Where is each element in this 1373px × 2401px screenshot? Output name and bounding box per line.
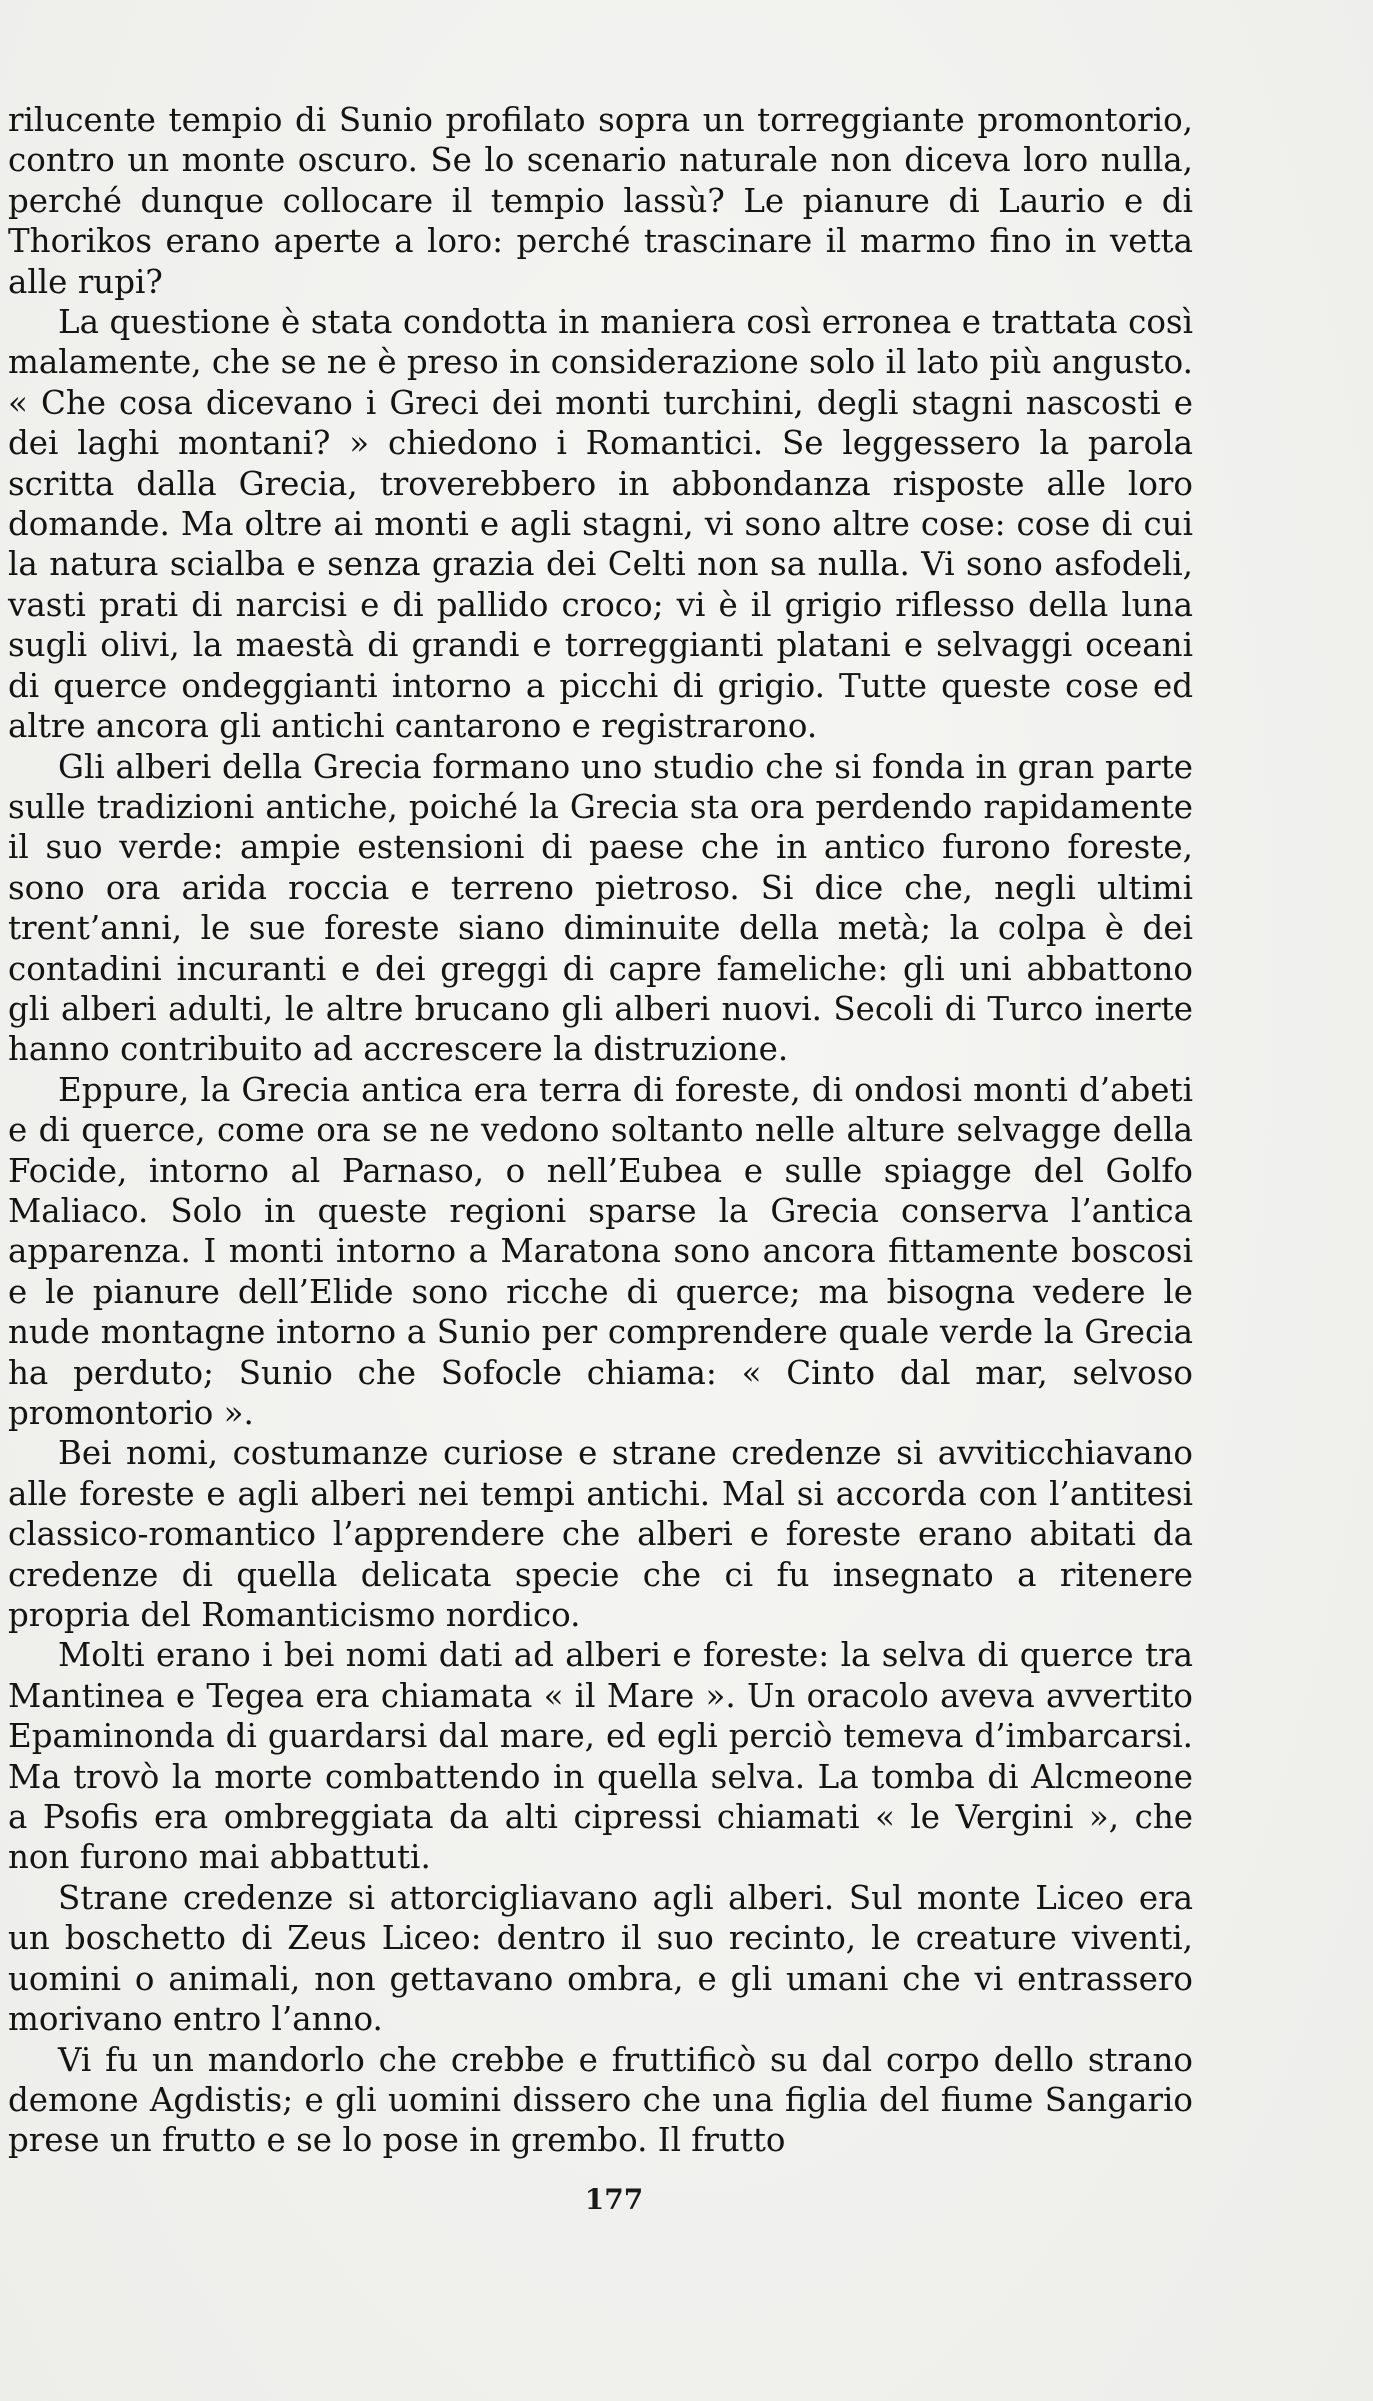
body-text [8,100,1193,2161]
paragraph-3: Gli alberi della Grecia formano uno studio che si fonda in gran parte sulle tradizioni antiche, poiché la Grecia sta ora perdendo rapidamente il suo verde: ampie estensioni di paese che in antico furono foreste, sono ora arida roccia e terreno pietroso. Si dice che, negli ultimi trent’anni, le sue foreste siano diminuite della metà; la colpa è dei contadini incuranti e dei greggi di capre fameliche: gli uni abbattono gli alberi adulti, le altre brucano gli alberi nuovi. Secoli di Turco inerte hanno contribuito ad accrescere la distruzione. [8,747,1193,1069]
paragraph-5: Bei nomi, costumanze curiose e strane credenze si avviticchiavano alle foreste e agli alberi nei tempi antichi. Mal si accorda con l’antitesi classico-romantico l’apprendere che alberi e foreste erano abitati da credenze di quella delicata specie che ci fu insegnato a ritenere propria del Romanticismo nordico. [8,1434,1193,1635]
paragraph-2: La questione è stata condotta in maniera così erronea e trattata così malamente, che se ne è preso in considerazione solo il lato più angusto. « Che cosa dicevano i Greci dei monti turchini, degli stagni nascosti e dei laghi montani? » chiedono i Romantici. Se leggessero la parola scritta dalla Grecia, troverebbero in abbondanza risposte alle loro domande. Ma oltre ai monti e agli stagni, vi sono altre cose: cose di cui la natura scialba e senza grazia dei Celti non sa nulla. Vi sono asfodeli, vasti prati di narcisi e di pallido croco; vi è il grigio riflesso della luna sugli olivi, la maestà di grandi e torreggianti platani e selvaggi oceani di querce ondeggianti intorno a picchi di grigio. Tutte queste cose ed altre ancora gli antichi cantarono e registrarono. [8,303,1193,746]
page-number: 177 [584,2183,644,2216]
paragraph-4: Eppure, la Grecia antica era terra di foreste, di ondosi monti d’abeti e di querce, come ora se ne vedono soltanto nelle alture selvagge della Focide, intorno al Parnaso, o nell’Eubea e sulle spiagge del Golfo Maliaco. Solo in queste regioni sparse la Grecia conserva l’antica apparenza. I monti intorno a Maratona sono ancora fittamente boscosi e le pianure dell’Elide sono ricche di querce; ma bisogna vedere le nude montagne intorno a Sunio per comprendere quale verde la Grecia ha perduto; Sunio che Sofocle chiama: « Cinto dal mar, selvoso promontorio ». [8,1070,1193,1432]
paragraph-7: Strane credenze si attorcigliavano agli alberi. Sul monte Liceo era un boschetto di Zeus Liceo: dentro il suo recinto, le creature viventi, uomini o animali, non gettavano ombra, e gli umani che vi entrassero morivano entro l’anno. [8,1878,1193,2039]
paragraph-1: rilucente tempio di Sunio profilato sopra un torreggiante promontorio, contro un monte oscuro. Se lo scenario naturale non diceva loro nulla, perché dunque collocare il tempio lassù? Le pianure di Laurio e di Thorikos erano aperte a loro: perché trascinare il marmo fino in vetta alle rupi? [8,101,1193,301]
paragraph-8: Vi fu un mandorlo che crebbe e fruttificò su dal corpo dello strano demone Agdistis; e gli uomini dissero che una figlia del fiume Sangario prese un frutto e se lo pose in grembo. Il frutto [8,2040,1193,2160]
paragraph-6: Molti erano i bei nomi dati ad alberi e foreste: la selva di querce tra Mantinea e Tegea era chiamata « il Mare ». Un oracolo aveva avvertito Epaminonda di guardarsi dal mare, ed egli perciò temeva d’imbarcarsi. Ma trovò la morte combattendo in quella selva. La tomba di Alcmeone a Psofis era ombreggiata da alti cipressi chiamati « le Vergini », che non furono mai abbattuti. [8,1636,1193,1877]
